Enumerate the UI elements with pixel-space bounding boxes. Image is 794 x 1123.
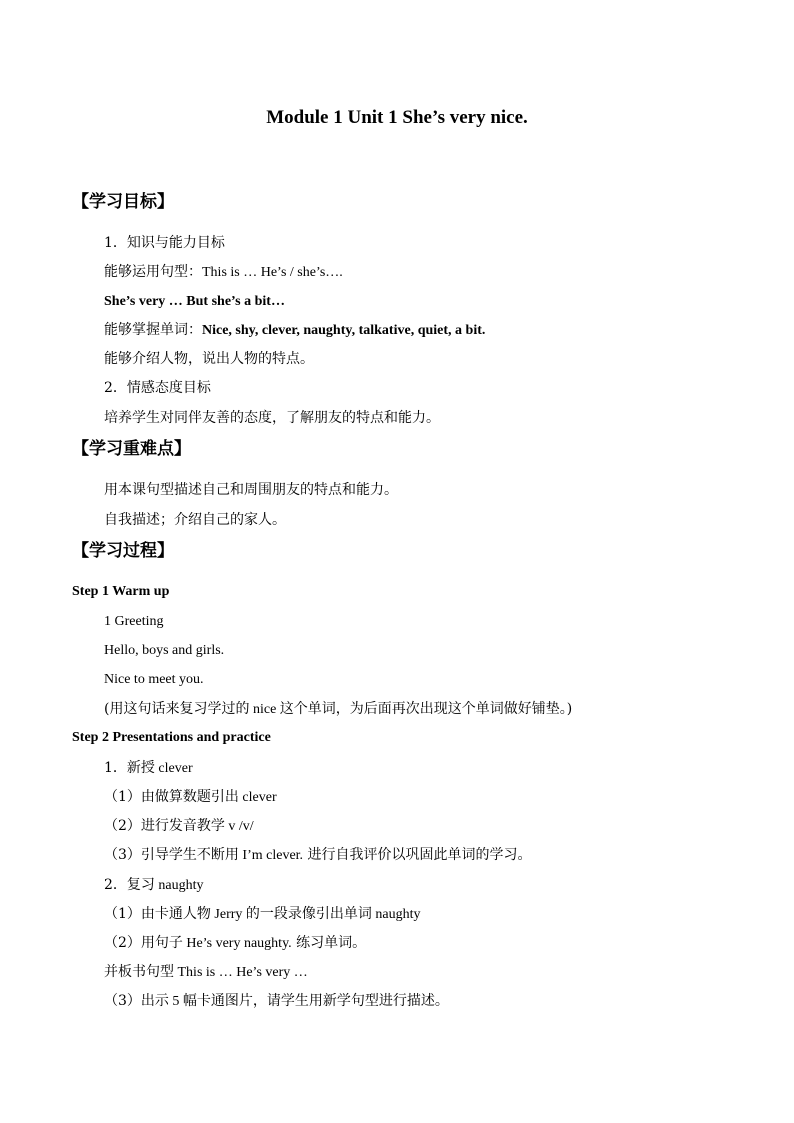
step-2-review-2-a: （2）用句子 bbox=[104, 935, 183, 951]
step-2-board-word: This is … He’s very … bbox=[174, 965, 308, 980]
goals-pattern-text: This is … He’s / she’s…. bbox=[202, 265, 343, 280]
step-1-title: Step 1 Warm up bbox=[72, 584, 170, 599]
step-1-line-3: Nice to meet you. bbox=[104, 672, 204, 687]
step-2-board bbox=[104, 963, 308, 982]
step-2-review-1-a: （1）由卡通人物 bbox=[104, 906, 211, 922]
goals-words-line bbox=[104, 321, 485, 340]
section-heading-key-points: 【学习重难点】 bbox=[72, 439, 191, 459]
step-2-title: Step 2 Presentations and practice bbox=[72, 730, 271, 745]
step-2-review-3-word: 5 bbox=[168, 994, 183, 1009]
goals-pattern-prefix: 能够运用句型： bbox=[104, 264, 202, 280]
step-2-item-2-a: 2．复习 bbox=[104, 877, 155, 893]
step-2-sub-3-word: I’m clever. bbox=[238, 848, 304, 863]
step-2-review-1 bbox=[104, 905, 421, 924]
step-1-note-word: nice bbox=[249, 702, 280, 717]
step-2-review-3 bbox=[104, 992, 449, 1011]
step-2-item-1-word: clever bbox=[154, 761, 193, 776]
step-1-line-1: 1 Greeting bbox=[104, 614, 164, 629]
goals-pattern-line bbox=[104, 263, 343, 282]
step-2-review-3-a: （3）出示 bbox=[104, 993, 169, 1009]
step-2-item-2-word: naughty bbox=[154, 878, 204, 893]
step-2-review-1-word: Jerry bbox=[210, 907, 246, 922]
goals-words-text: Nice, shy, clever, naughty, talkative, quiet, a bit. bbox=[202, 323, 486, 338]
section-heading-goals: 【学习目标】 bbox=[72, 192, 174, 212]
step-2-sub-3-a: （3）引导学生不断用 bbox=[104, 847, 239, 863]
step-1-line-2: Hello, boys and girls. bbox=[104, 643, 225, 658]
step-2-review-1-b: 的一段录像引出单词 bbox=[245, 906, 372, 922]
goals-item-2: 2．情感态度目标 bbox=[104, 380, 211, 396]
goals-intro: 能够介绍人物，说出人物的特点。 bbox=[104, 351, 314, 367]
step-2-sub-3-b: 进行自我评价以巩固此单词的学习。 bbox=[303, 847, 532, 863]
step-1-note-b: 这个单词，为后面再次出现这个单词做好铺垫。) bbox=[279, 701, 573, 717]
step-2-sub-2-a: （2）进行发音教学 bbox=[104, 818, 225, 834]
step-2-sub-1 bbox=[104, 788, 277, 807]
step-2-sub-1-a: （1）由做算数题引出 bbox=[104, 789, 239, 805]
step-2-sub-1-word: clever bbox=[238, 790, 277, 805]
key-line-2: 自我描述；介绍自己的家人。 bbox=[104, 512, 286, 528]
step-2-sub-3 bbox=[104, 846, 532, 865]
step-2-item-1 bbox=[104, 759, 193, 778]
step-2-sub-2-word: v /v/ bbox=[224, 819, 254, 834]
step-2-review-3-b: 幅卡通图片，请学生用新学句型进行描述。 bbox=[182, 993, 449, 1009]
step-2-review-1-word-2: naughty bbox=[371, 907, 421, 922]
section-heading-process: 【学习过程】 bbox=[72, 541, 174, 561]
step-2-review-2-b: 练习单词。 bbox=[291, 935, 367, 951]
key-line-1: 用本课句型描述自己和周围朋友的特点和能力。 bbox=[104, 482, 398, 498]
step-2-sub-2 bbox=[104, 817, 254, 836]
goals-pattern-2-text: She’s very … But she’s a bit… bbox=[104, 294, 285, 309]
step-2-review-2-word: He’s very naughty. bbox=[182, 936, 292, 951]
step-2-item-2 bbox=[104, 876, 204, 895]
step-2-review-2 bbox=[104, 934, 366, 953]
step-1-note-a: (用这句话来复习学过的 bbox=[104, 701, 250, 717]
step-2-item-1-a: 1．新授 bbox=[104, 760, 155, 776]
step-1-note bbox=[104, 700, 572, 719]
step-2-board-a: 并板书句型 bbox=[104, 964, 174, 980]
goals-item-1: 1．知识与能力目标 bbox=[104, 235, 225, 251]
goals-pattern-2 bbox=[104, 292, 285, 311]
goals-attitude: 培养学生对同伴友善的态度，了解朋友的特点和能力。 bbox=[104, 410, 440, 426]
goals-words-prefix: 能够掌握单词： bbox=[104, 322, 202, 338]
page-title: Module 1 Unit 1 She’s very nice. bbox=[266, 107, 528, 128]
